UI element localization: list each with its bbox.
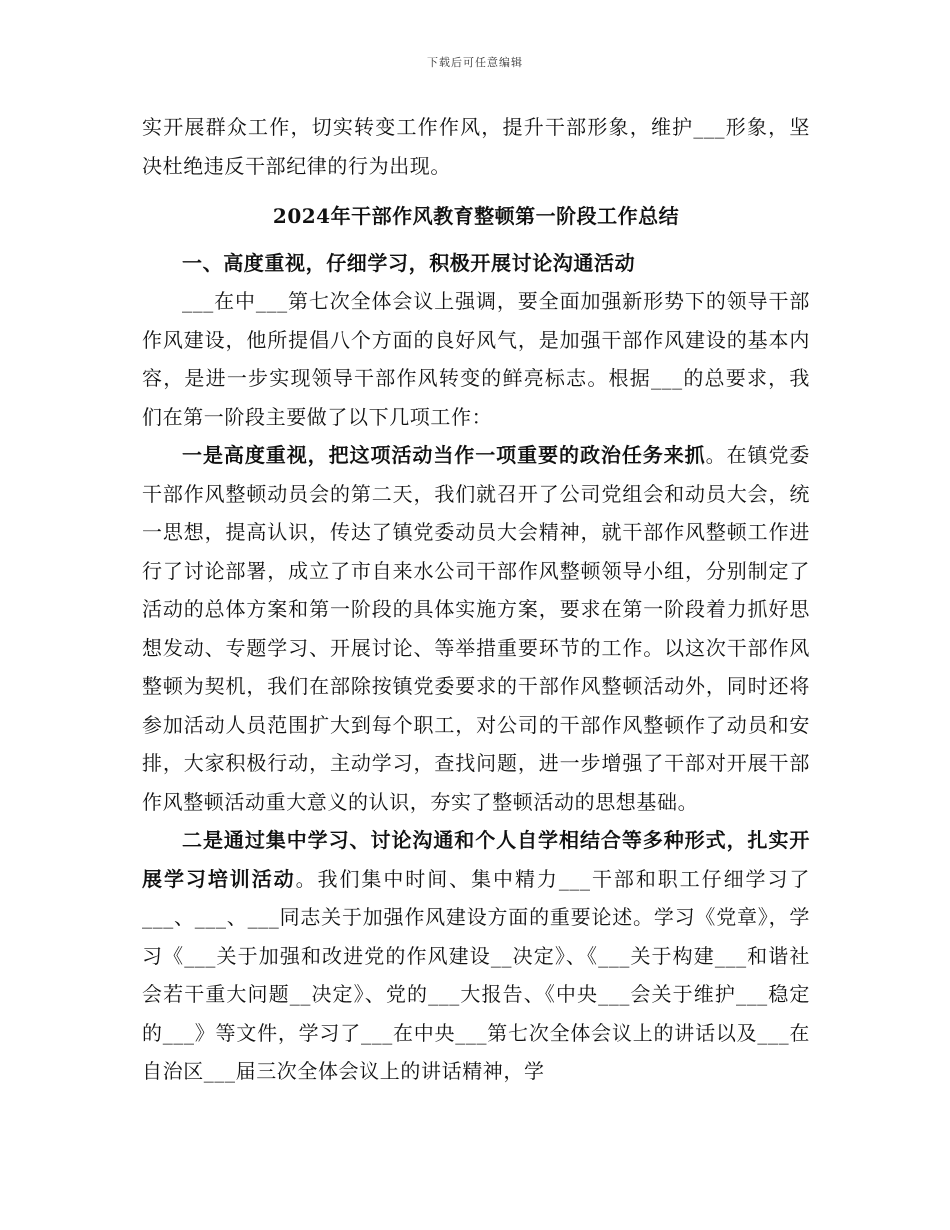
document-body [142, 108, 810, 1091]
point-2-body: 。我们集中时间、集中精力___干部和职工仔细学习了___、___、___同志关于加强作风建设方面的重要论述。学习《党章》，学习《___关于加强和改进党的作风建设__决定》、《___关于构建___和谐社会若干重大问题__决定》、党的___大报告、《中央___会关于维护___稳定的___》等文件，学习了___在中央___第七次全体会议上的讲话以及___在自治区___届三次全体会议上的讲话精神，学 [142, 866, 811, 1083]
section-heading-1: 一、高度重视，仔细学习，积极开展讨论沟通活动 [182, 250, 636, 275]
paragraph-continuation: 实开展群众工作，切实转变工作作风，提升干部形象，维护___形象，坚决杜绝违反干部纪律的行为出现。 [142, 115, 810, 178]
paragraph-point-2 [142, 821, 810, 1091]
point-2-lead: 二是通过集中学习、讨论沟通和个人自学相结合等多种形式，扎实开展学习培训活动 [142, 828, 810, 891]
paragraph-intro: ___在中___第七次全体会议上强调，要全面加强新形势下的领导干部作风建设，他所提倡八个方面的良好风气，是加强干部作风建设的基本内容，是进一步实现领导干部作风转变的鲜亮标志。根据___的总要求，我们在第一阶段主要做了以下几项工作： [142, 289, 810, 429]
point-1-body: 。在镇党委干部作风整顿动员会的第二天，我们就召开了公司党组会和动员大会，统一思想，提高认识，传达了镇党委动员大会精神，就干部作风整顿工作进行了讨论部署，成立了市自来水公司干部作风整顿领导小组，分别制定了活动的总体方案和第一阶段的具体实施方案，要求在第一阶段着力抓好思想发动、专题学习、开展讨论、等举措重要环节的工作。以这次干部作风整顿为契机，我们在部除按镇党委要求的干部作风整顿活动外，同时还将参加活动人员范围扩大到每个职工，对公司的干部作风整顿作了动员和安排，大家积极行动，主动学习，查找问题，进一步增强了干部对开展干部作风整顿活动重大意义的认识，夯实了整顿活动的思想基础。 [142, 443, 811, 814]
document-title: 2024年干部作风教育整顿第一阶段工作总结 [272, 204, 680, 228]
paragraph-point-1 [142, 436, 810, 821]
page-header: 下载后可任意编辑 [427, 56, 523, 69]
point-1-lead: 一是高度重视，把这项活动当作一项重要的政治任务来抓 [182, 443, 706, 467]
